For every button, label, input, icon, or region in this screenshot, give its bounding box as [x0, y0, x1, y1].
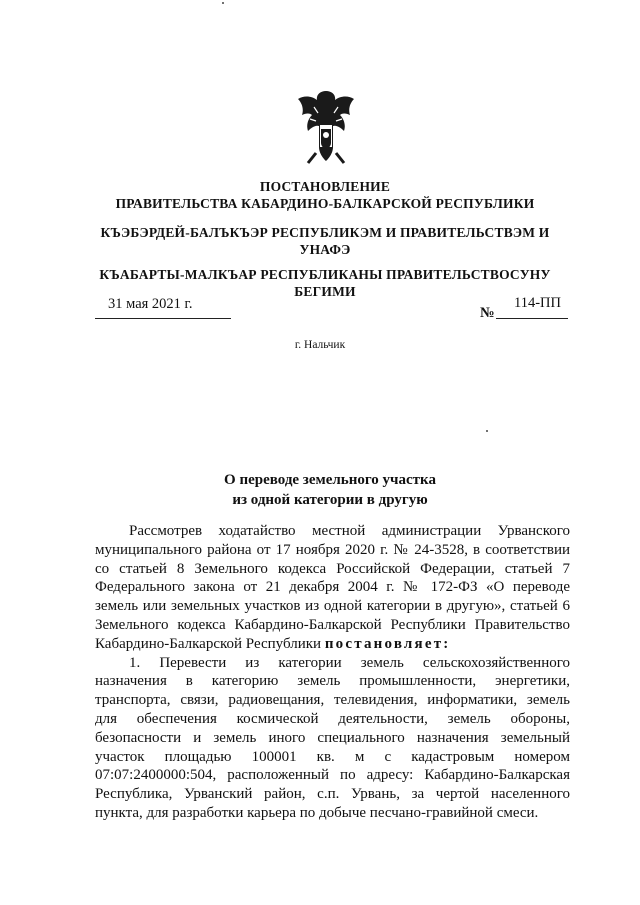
document-number: 114-ПП — [514, 295, 561, 311]
body-line: участок площадью 100001 кв. м с кадастровым номером — [95, 748, 570, 765]
document-type: ПОСТАНОВЛЕНИЕ — [259, 179, 391, 194]
body-line: земель или земельных участков из одной категории в другую», статьей 6 — [95, 598, 570, 615]
body-line: Земельного кодекса Кабардино-Балкарской Республики Правительство — [95, 616, 570, 633]
number-underline — [496, 318, 568, 319]
body-line: Рассмотрев ходатайство местной администрации Урванского — [129, 523, 570, 539]
body-line: муниципального района от 17 ноября 2020 г. № 24-3528, в соответствии — [95, 541, 570, 558]
body-line: безопасности и земель иного специального назначения земельный — [95, 729, 570, 746]
document-title: О переводе земельного участка из одной категории в другую — [224, 472, 436, 508]
document-header — [80, 178, 570, 212]
scan-speck — [222, 2, 224, 4]
body-line: 07:07:2400000:504, расположенный по адресу: Кабардино-Балкарская — [95, 767, 570, 784]
body-line: 1. Перевести из категории земель сельскохозяйственного — [129, 654, 570, 671]
body-line: со статьей 8 Земельного кодекса Российской Федерации, статьей 7 — [95, 560, 570, 577]
government-name-kabardian: КЪЭБЭРДЕЙ-БАЛЪКЪЭР РЕСПУБЛИКЭМ И ПРАВИТЕЛЬСТВЭМ И УНАФЭ — [100, 225, 550, 257]
coat-of-arms-icon — [294, 85, 358, 165]
government-name-ru: ПРАВИТЕЛЬСТВА КАБАРДИНО-БАЛКАРСКОЙ РЕСПУБЛИКИ — [115, 196, 535, 211]
number-sign: № — [480, 305, 495, 321]
date-underline — [95, 318, 231, 319]
body-line: Республика, Урванский район, с.п. Урвань, за чертой населенного — [95, 786, 570, 803]
body-line: пункта, для разработки карьера по добыче песчано-гравийной смеси. — [95, 804, 539, 821]
body-line: Кабардино-Балкарской Республики постановляет: — [95, 635, 451, 652]
body-line: транспорта, связи, радиовещания, телевидения, информатики, земель — [95, 692, 570, 709]
scan-speck — [486, 430, 488, 432]
city-name: г. Нальчик — [294, 339, 346, 351]
body-line: Федерального закона от 21 декабря 2004 г. № 172-ФЗ «О переводе — [95, 579, 570, 596]
document-date: 31 мая 2021 г. — [108, 296, 193, 312]
government-name-balkar: КЪАБАРТЫ-МАЛКЪАР РЕСПУБЛИКАНЫ ПРАВИТЕЛЬСТВОСУНУ БЕГИМИ — [99, 267, 551, 299]
resolution-word: постановляет: — [324, 635, 451, 652]
document-body — [95, 522, 570, 823]
body-line: назначения в категорию земель промышленности, энергетики, — [95, 673, 570, 690]
body-line: для обеспечения космической деятельности, земель обороны, — [95, 710, 570, 727]
